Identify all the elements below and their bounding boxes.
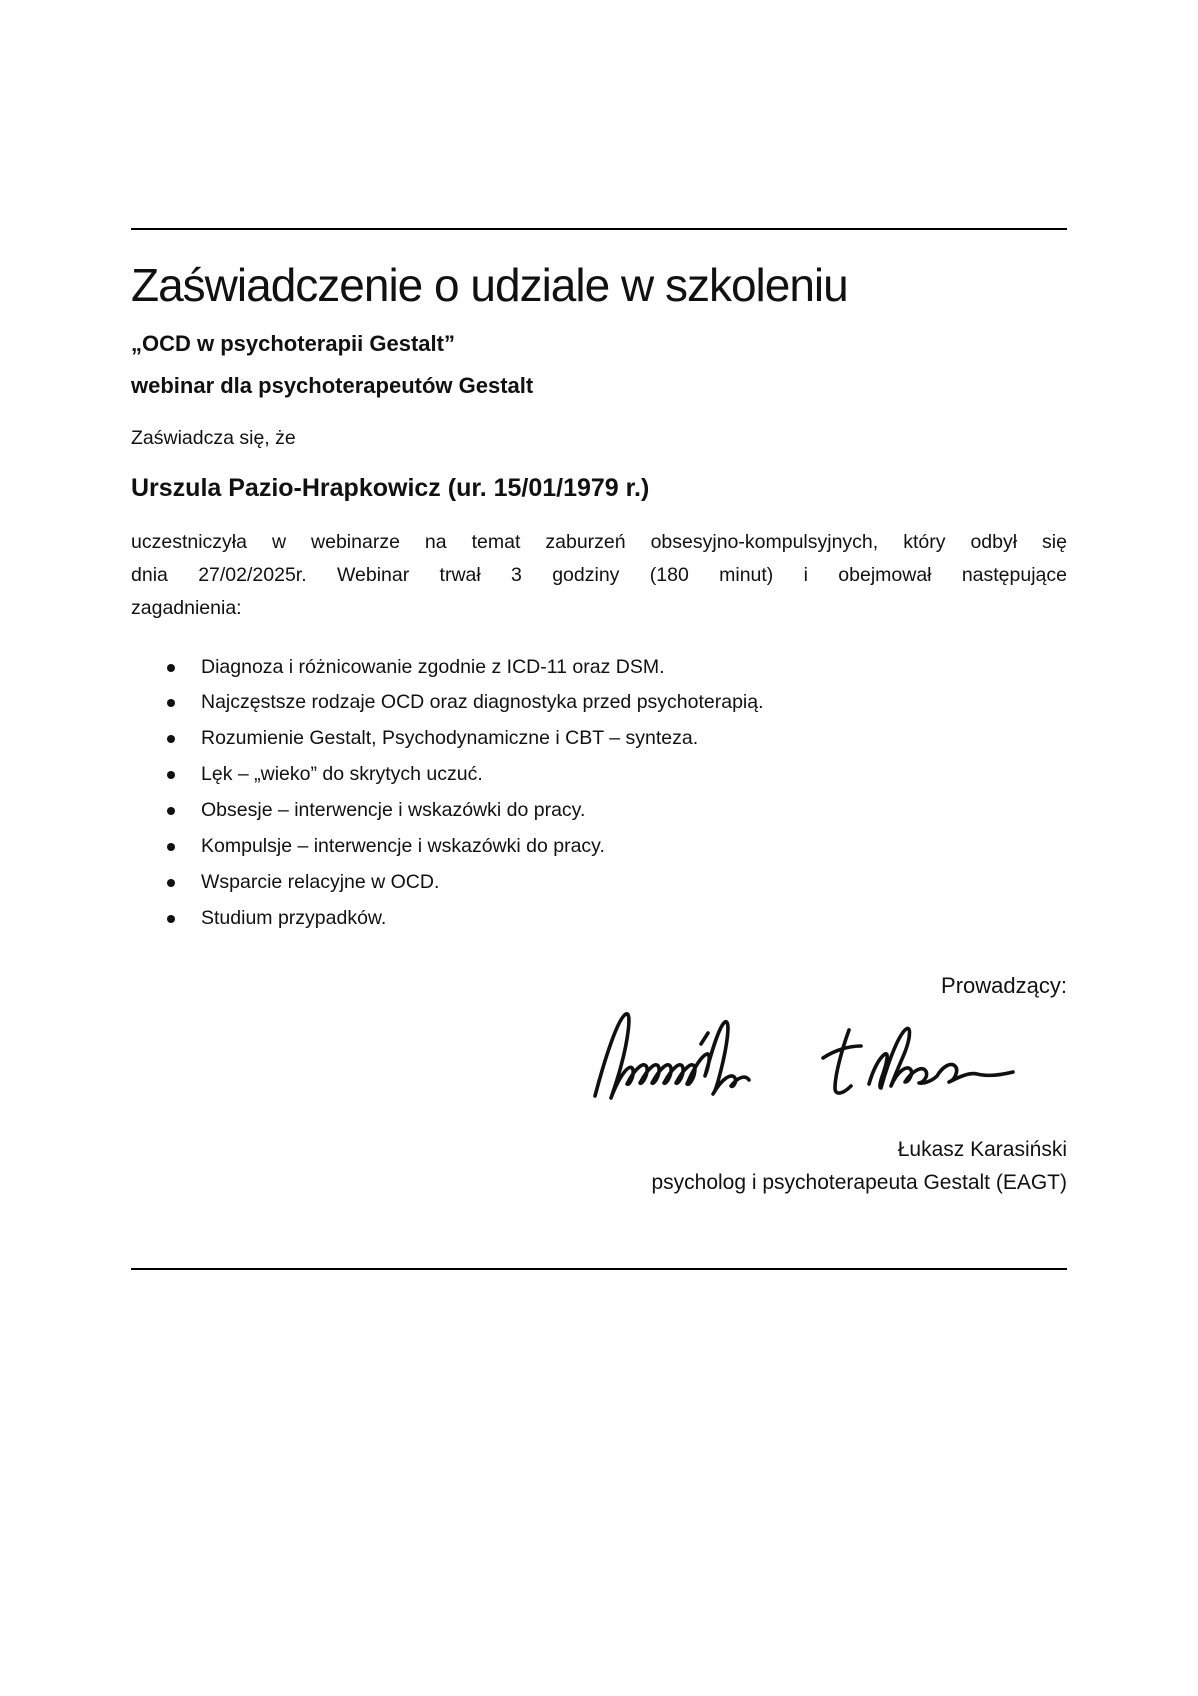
- topic-item: Najczęstsze rodzaje OCD oraz diagnostyka przed psychoterapią.: [131, 685, 1067, 721]
- topic-item: Rozumienie Gestalt, Psychodynamiczne i CBT – synteza.: [131, 721, 1067, 757]
- body-paragraph: [131, 526, 1067, 625]
- certify-intro: Zaświadcza się, że: [131, 426, 296, 449]
- topic-item: Kompulsje – interwencje i wskazówki do pracy.: [131, 829, 1067, 865]
- presenter-identity: [131, 1134, 1067, 1199]
- body-line: zagadnienia:: [131, 597, 242, 620]
- course-title-line: „OCD w psychoterapii Gestalt”: [131, 331, 455, 357]
- bottom-rule: [131, 1268, 1067, 1270]
- presenter-credentials: psycholog i psychoterapeuta Gestalt (EAGT): [651, 1170, 1067, 1194]
- topic-item: Wsparcie relacyjne w OCD.: [131, 865, 1067, 901]
- topics-list: [131, 650, 1067, 937]
- signature-image: [587, 1004, 1057, 1108]
- presenter-name: Łukasz Karasiński: [897, 1138, 1067, 1162]
- presenter-label: Prowadzący:: [941, 972, 1067, 998]
- topic-item: Obsesje – interwencje i wskazówki do pracy.: [131, 793, 1067, 829]
- topic-item: Lęk – „wieko” do skrytych uczuć.: [131, 757, 1067, 793]
- topic-item: Studium przypadków.: [131, 901, 1067, 937]
- top-rule: [131, 228, 1067, 230]
- course-subtitle: [131, 323, 1067, 407]
- participant-name: Urszula Pazio-Hrapkowicz (ur. 15/01/1979 r.): [131, 473, 650, 502]
- page-title: Zaświadczenie o udziale w szkoleniu: [131, 259, 848, 311]
- course-format-line: webinar dla psychoterapeutów Gestalt: [131, 372, 534, 398]
- body-line: uczestniczyła w webinarze na temat zaburzeń obsesyjno-kompulsyjnych, który odbył się: [131, 531, 1067, 554]
- body-line: dnia 27/02/2025r. Webinar trwał 3 godziny (180 minut) i obejmował następujące: [131, 564, 1067, 587]
- signature-block: [131, 1004, 1067, 1108]
- topic-item: Diagnoza i różnicowanie zgodnie z ICD-11 oraz DSM.: [131, 650, 1067, 686]
